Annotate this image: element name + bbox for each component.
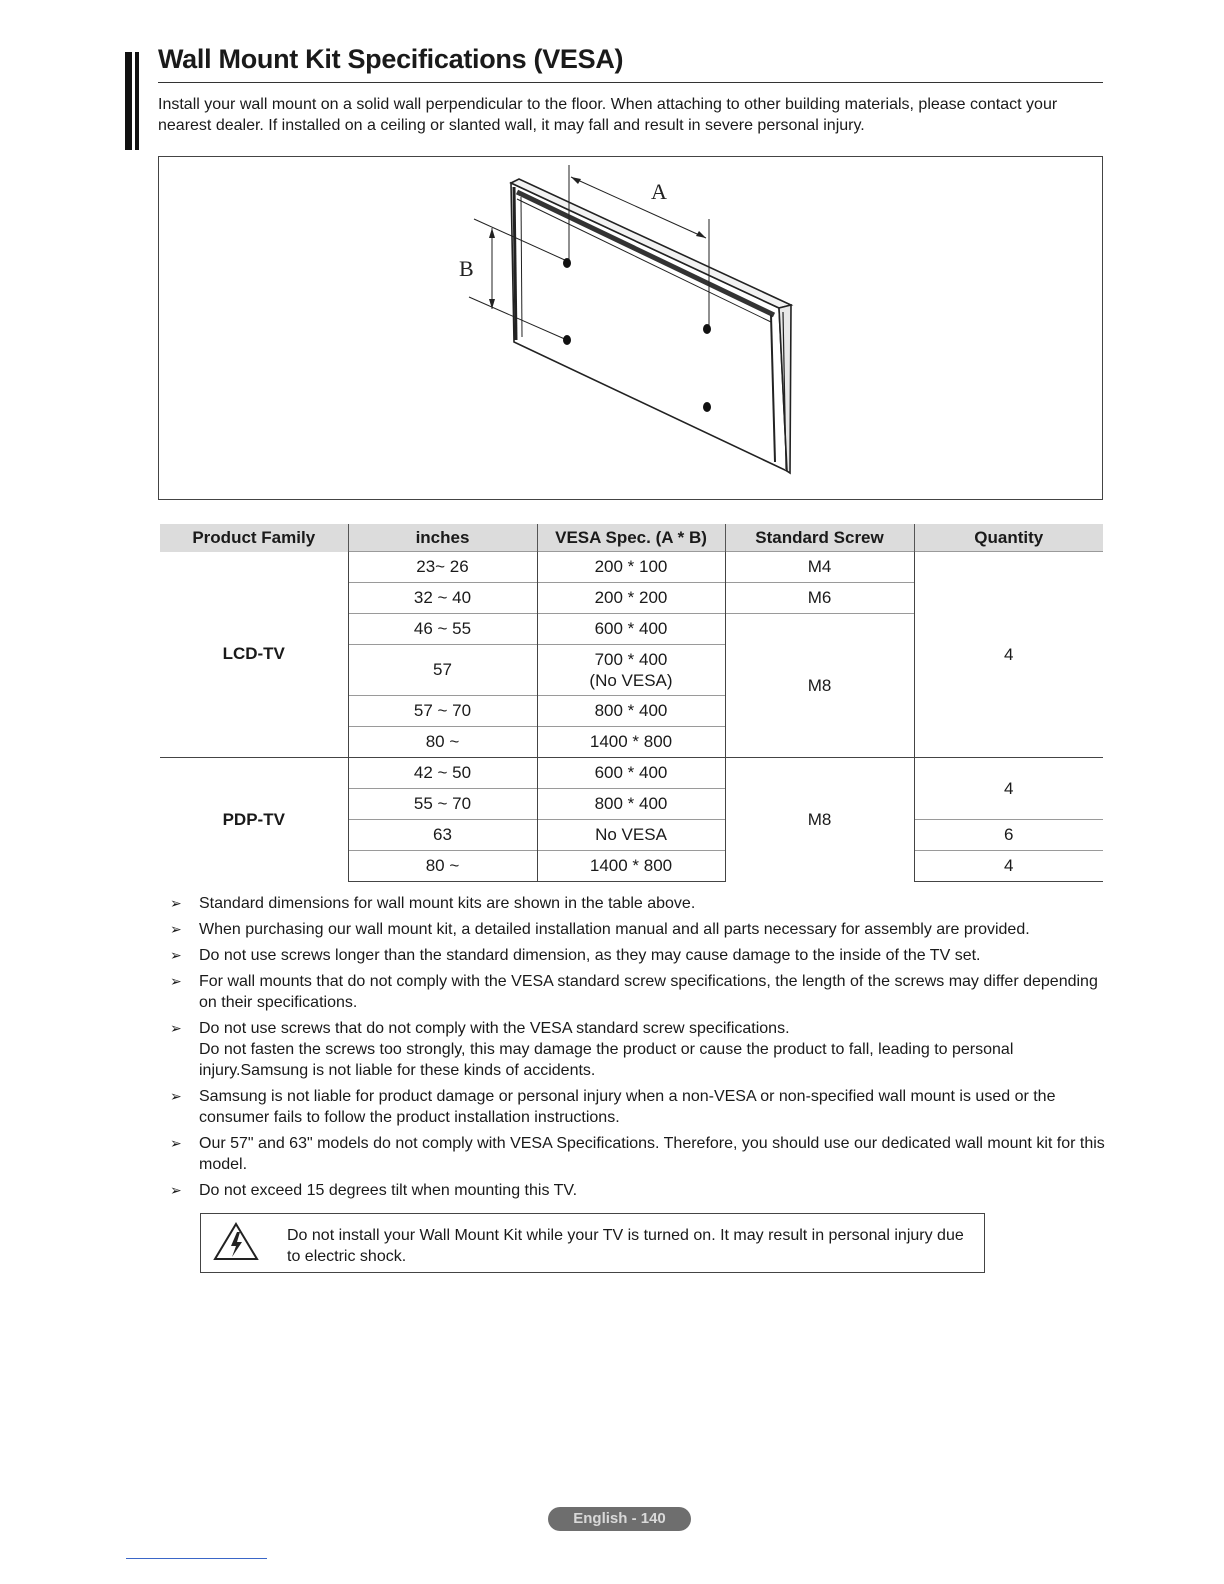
inches-cell: 63 bbox=[348, 820, 537, 851]
inches-cell: 80 ~ bbox=[348, 727, 537, 758]
family-lcd: LCD-TV bbox=[222, 644, 285, 664]
wall-mount-figure bbox=[158, 156, 1103, 500]
note-text: When purchasing our wall mount kit, a detailed installation manual and all parts necessary for assembly are provided. bbox=[199, 921, 1030, 938]
vesa-value: 700 * 400 bbox=[594, 650, 668, 669]
vesa-note: (No VESA) bbox=[589, 671, 673, 690]
vesa-cell: No VESA bbox=[537, 820, 725, 851]
note-item bbox=[170, 971, 1105, 1013]
vesa-cell: 800 * 400 bbox=[537, 789, 725, 820]
table-row bbox=[160, 758, 1103, 789]
screw-cell: M8 bbox=[725, 614, 914, 758]
inches-cell: 57 ~ 70 bbox=[348, 696, 537, 727]
header-vesa-spec: VESA Spec. (A * B) bbox=[537, 524, 725, 552]
vesa-spec-table bbox=[160, 524, 1103, 882]
notes-list bbox=[170, 893, 1105, 1206]
table-header-row bbox=[160, 524, 1103, 552]
mount-hole bbox=[703, 324, 711, 334]
inches-cell: 46 ~ 55 bbox=[348, 614, 537, 645]
vesa-cell: 600 * 400 bbox=[537, 614, 725, 645]
section-marker bbox=[125, 52, 143, 152]
family-pdp: PDP-TV bbox=[160, 758, 348, 882]
note-text: For wall mounts that do not comply with the VESA standard screw specifications, the length of the screws may differ depending on their specifications. bbox=[199, 973, 1098, 1011]
arrow-bullet-icon: ➢ bbox=[170, 1088, 182, 1104]
note-text: Do not use screws longer than the standard dimension, as they may cause damage to the inside of the TV set. bbox=[199, 947, 981, 964]
inches-cell: 80 ~ bbox=[348, 851, 537, 882]
vesa-cell: 1400 * 800 bbox=[537, 727, 725, 758]
mount-hole bbox=[563, 258, 571, 268]
note-item bbox=[170, 1133, 1105, 1175]
footer-divider bbox=[126, 1558, 267, 1559]
note-text: Do not fasten the screws too strongly, this may damage the product or cause the product to fall, leading to personal injury.Samsung is not liable for these kinds of accidents. bbox=[199, 1041, 1014, 1079]
note-item bbox=[170, 1086, 1105, 1128]
table-row bbox=[160, 552, 1103, 583]
inches-cell: 32 ~ 40 bbox=[348, 583, 537, 614]
warning-text: Do not install your Wall Mount Kit while your TV is turned on. It may result in personal injury due to electric shock. bbox=[287, 1227, 964, 1265]
dimension-label-a: A bbox=[651, 179, 667, 204]
title-divider bbox=[158, 82, 1103, 83]
electric-shock-warning-icon bbox=[213, 1222, 259, 1262]
inches-cell: 57 bbox=[348, 645, 537, 696]
inches-cell: 42 ~ 50 bbox=[348, 758, 537, 789]
quantity-cell: 4 bbox=[914, 851, 1103, 882]
quantity-cell: 4 bbox=[914, 552, 1103, 758]
note-item bbox=[170, 893, 1105, 914]
note-item bbox=[170, 945, 1105, 966]
inches-cell: 55 ~ 70 bbox=[348, 789, 537, 820]
note-text: Our 57" and 63" models do not comply with VESA Specifications. Therefore, you should use our dedicated wall mount kit for this model. bbox=[199, 1135, 1105, 1173]
note-item bbox=[170, 1180, 1105, 1201]
note-text: Do not exceed 15 degrees tilt when mounting this TV. bbox=[199, 1182, 578, 1199]
inches-cell: 23~ 26 bbox=[348, 552, 537, 583]
header-product-family: Product Family bbox=[160, 524, 348, 552]
header-quantity: Quantity bbox=[914, 524, 1103, 552]
header-inches: inches bbox=[348, 524, 537, 552]
warning-box bbox=[200, 1213, 985, 1273]
mount-hole bbox=[703, 402, 711, 412]
page-title: Wall Mount Kit Specifications (VESA) bbox=[158, 44, 624, 74]
quantity-cell: 4 bbox=[914, 758, 1103, 820]
note-item bbox=[170, 919, 1105, 940]
vesa-cell: 200 * 100 bbox=[537, 552, 725, 583]
arrow-bullet-icon: ➢ bbox=[170, 921, 182, 937]
vesa-cell: 800 * 400 bbox=[537, 696, 725, 727]
arrow-bullet-icon: ➢ bbox=[170, 895, 182, 911]
mount-hole bbox=[563, 335, 571, 345]
arrow-bullet-icon: ➢ bbox=[170, 1020, 182, 1036]
arrow-bullet-icon: ➢ bbox=[170, 1135, 182, 1151]
vesa-cell: 600 * 400 bbox=[537, 758, 725, 789]
arrow-bullet-icon: ➢ bbox=[170, 947, 182, 963]
vesa-cell bbox=[537, 645, 725, 696]
page-number-badge: English - 140 bbox=[548, 1507, 691, 1531]
screw-cell: M6 bbox=[725, 583, 914, 614]
quantity-cell: 6 bbox=[914, 820, 1103, 851]
dimension-label-b: B bbox=[459, 256, 474, 281]
screw-cell: M4 bbox=[725, 552, 914, 583]
note-text: Do not use screws that do not comply with the VESA standard screw specifications. bbox=[199, 1020, 790, 1037]
note-item bbox=[170, 1018, 1105, 1081]
vesa-cell: 1400 * 800 bbox=[537, 851, 725, 882]
header-standard-screw: Standard Screw bbox=[725, 524, 914, 552]
arrow-bullet-icon: ➢ bbox=[170, 1182, 182, 1198]
note-text: Standard dimensions for wall mount kits are shown in the table above. bbox=[199, 895, 696, 912]
screw-cell: M8 bbox=[725, 758, 914, 882]
note-text: Samsung is not liable for product damage or personal injury when a non-VESA or non-specified wall mount is used or the consumer fails to follow the product installation instructions. bbox=[199, 1088, 1056, 1126]
arrow-bullet-icon: ➢ bbox=[170, 973, 182, 989]
vesa-cell: 200 * 200 bbox=[537, 583, 725, 614]
intro-paragraph: Install your wall mount on a solid wall perpendicular to the floor. When attaching to other building materials, please contact your nearest dealer. If installed on a ceiling or slanted wall, it may fall and result in severe personal injury. bbox=[158, 96, 1058, 134]
tv-back-diagram bbox=[159, 157, 1102, 499]
